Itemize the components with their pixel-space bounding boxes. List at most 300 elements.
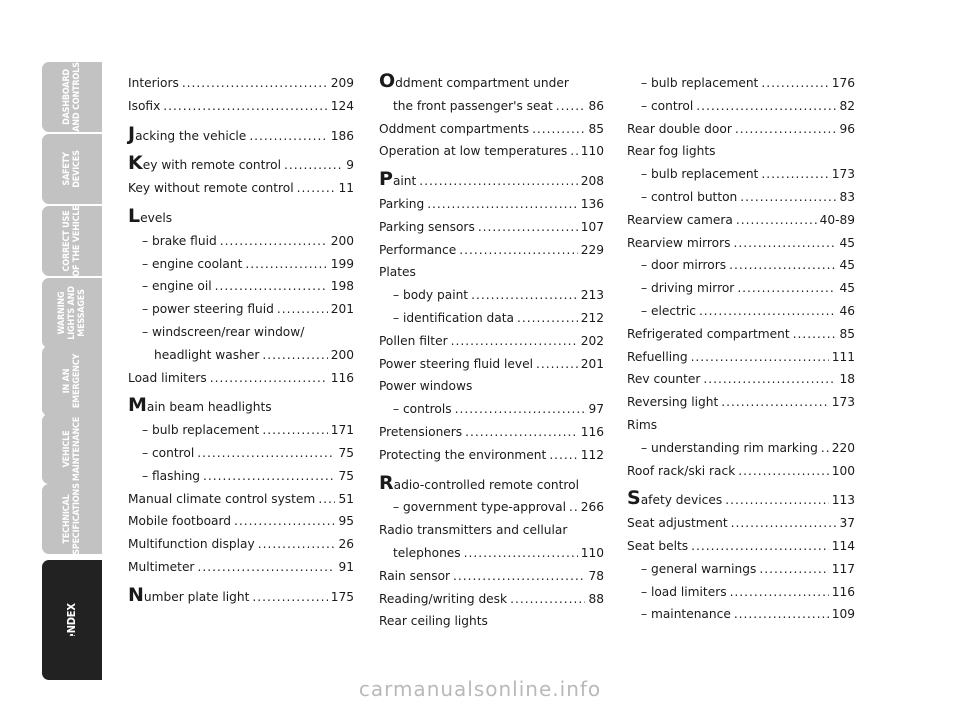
- entry-page: 9: [346, 158, 354, 173]
- index-entry: [128, 367, 354, 390]
- index-entry: [627, 95, 855, 118]
- entry-text: Plates: [379, 265, 416, 280]
- dot-leader: [197, 556, 335, 579]
- dot-leader: [730, 581, 829, 604]
- entry-page: 201: [580, 356, 604, 371]
- dot-leader: [549, 444, 577, 467]
- entry-text: adio-controlled remote control: [393, 477, 580, 492]
- entry-label: [142, 253, 242, 276]
- index-entry: [627, 277, 855, 300]
- entry-page: 173: [831, 395, 855, 410]
- index-entry: [379, 72, 604, 95]
- entry-label: [641, 277, 734, 300]
- index-entry: [379, 284, 604, 307]
- index-entry: [128, 583, 354, 609]
- dot-leader: [234, 510, 335, 533]
- entry-label: [379, 588, 507, 611]
- index-entry: [627, 72, 855, 95]
- entry-label: [379, 444, 546, 467]
- index-entry: [379, 375, 604, 398]
- entry-label: [627, 232, 730, 255]
- entry-label: [379, 239, 456, 262]
- entry-page: 202: [580, 333, 604, 348]
- entry-text: acking the vehicle: [135, 128, 247, 143]
- index-entry: [128, 177, 354, 200]
- entry-page: 200: [330, 347, 354, 362]
- index-entry: [379, 421, 604, 444]
- index-entry: [128, 275, 354, 298]
- index-entry: [379, 330, 604, 353]
- entry-page: 85: [588, 121, 604, 136]
- dot-leader: [245, 253, 327, 276]
- chapter-tab-dashboard-and-controls[interactable]: [42, 62, 102, 132]
- section-initial: P: [379, 168, 393, 191]
- entry-label: [128, 72, 179, 95]
- entry-page: 75: [338, 468, 354, 483]
- dot-leader: [696, 95, 836, 118]
- index-entry: [379, 519, 604, 542]
- dot-leader: [459, 239, 578, 262]
- dot-leader: [252, 586, 327, 609]
- entry-text: Rear fog lights: [627, 144, 716, 159]
- index-entry: [627, 346, 855, 369]
- index-entry: [379, 193, 604, 216]
- entry-text: – body paint: [393, 288, 469, 303]
- chapter-tab-vehicle-maintenance[interactable]: [42, 414, 102, 484]
- entry-page: 110: [580, 144, 604, 159]
- index-entry: [128, 154, 354, 177]
- entry-text: – engine coolant: [142, 256, 243, 271]
- entry-text: – engine oil: [142, 279, 212, 294]
- entry-text: Protecting the environment: [379, 447, 547, 462]
- entry-page: 200: [330, 233, 354, 248]
- entry-page: 116: [580, 424, 604, 439]
- entry-text: Pretensioners: [379, 424, 463, 439]
- section-initial: L: [128, 204, 141, 227]
- entry-label: [641, 581, 727, 604]
- entry-label: [142, 465, 200, 488]
- index-column-1: [128, 72, 354, 609]
- entry-label: [142, 321, 304, 344]
- entry-text: – bulb replacement: [142, 423, 260, 438]
- entry-label: [379, 471, 580, 497]
- entry-label: [142, 298, 274, 321]
- entry-label: [128, 95, 160, 118]
- entry-label: [154, 344, 259, 367]
- entry-label: [142, 275, 212, 298]
- entry-label: [393, 496, 566, 519]
- index-entry: [627, 323, 855, 346]
- dot-leader: [262, 419, 327, 442]
- index-entry: [379, 307, 604, 330]
- entry-text: ey with remote control: [142, 158, 282, 173]
- entry-label: [128, 122, 247, 148]
- index-entry: [379, 398, 604, 421]
- chapter-tab-label: VEHICLE MAINTENANCE: [62, 416, 82, 482]
- entry-page: 11: [338, 181, 354, 196]
- index-entry: [379, 140, 604, 163]
- entry-label: [393, 95, 553, 118]
- entry-text: – identification data: [393, 310, 514, 325]
- entry-label: [627, 414, 657, 437]
- entry-label: [641, 300, 696, 323]
- entry-text: Parking: [379, 196, 425, 211]
- entry-label: [627, 323, 790, 346]
- entry-label: [379, 375, 472, 398]
- index-entry: [128, 419, 354, 442]
- index-entry: [627, 140, 855, 163]
- dot-leader: [258, 533, 336, 556]
- entry-page: 212: [580, 310, 604, 325]
- entry-text: Manual climate control system: [128, 491, 316, 506]
- entry-text: Power steering fluid level: [379, 356, 533, 371]
- entry-label: [379, 72, 569, 95]
- index-entry: [379, 118, 604, 141]
- entry-label: [128, 533, 255, 556]
- index-entry: [379, 95, 604, 118]
- index-entry: [627, 512, 855, 535]
- entry-label: [641, 603, 731, 626]
- index-entry: [128, 321, 354, 344]
- index-entry: [128, 465, 354, 488]
- entry-page: 100: [831, 463, 855, 478]
- dot-leader: [738, 460, 828, 483]
- dot-leader: [725, 489, 829, 512]
- entry-page: 82: [839, 98, 855, 113]
- entry-page: 37: [839, 516, 855, 531]
- dot-leader: [277, 298, 328, 321]
- index-entry: [128, 204, 354, 230]
- index-entry: [379, 471, 604, 497]
- entry-text: Reading/writing desk: [379, 591, 508, 606]
- entry-label: [379, 565, 450, 588]
- dot-leader: [220, 230, 328, 253]
- index-entry: [627, 437, 855, 460]
- dot-leader: [210, 367, 328, 390]
- entry-text: Mobile footboard: [128, 514, 232, 529]
- dot-leader: [556, 95, 586, 118]
- chapter-tab-warning-lights-and-messages[interactable]: [42, 278, 102, 348]
- entry-page: 86: [588, 98, 604, 113]
- dot-leader: [691, 535, 829, 558]
- dot-leader: [733, 232, 836, 255]
- index-entry: [627, 163, 855, 186]
- entry-page: 110: [580, 545, 604, 560]
- dot-leader: [737, 277, 836, 300]
- chapter-tab-safety-devices[interactable]: [42, 134, 102, 204]
- entry-page: 45: [839, 281, 855, 296]
- entry-text: afety devices: [640, 493, 723, 508]
- entry-page: 111: [831, 349, 855, 364]
- entry-text: evels: [140, 210, 173, 225]
- entry-text: Pollen filter: [379, 333, 448, 348]
- entry-text: Refuelling: [627, 349, 688, 364]
- dot-leader: [761, 163, 828, 186]
- entry-text: – maintenance: [641, 607, 731, 622]
- section-initial: M: [128, 394, 147, 417]
- entry-text: – controls: [393, 402, 452, 417]
- entry-page: 18: [839, 372, 855, 387]
- entry-text: – brake fluid: [142, 233, 217, 248]
- index-entry: [128, 344, 354, 367]
- index-entry: [379, 542, 604, 565]
- entry-text: Rearview mirrors: [627, 235, 731, 250]
- entry-label: [641, 186, 737, 209]
- entry-text: Multimeter: [128, 559, 195, 574]
- entry-label: [627, 368, 700, 391]
- entry-label: [128, 154, 281, 177]
- entry-text: Performance: [379, 242, 457, 257]
- dot-leader: [297, 177, 336, 200]
- entry-page: 97: [588, 402, 604, 417]
- entry-label: [627, 460, 735, 483]
- index-entry: [627, 232, 855, 255]
- entry-text: Radio transmitters and cellular: [379, 523, 568, 538]
- entry-text: – government type-approval: [393, 500, 566, 515]
- entry-label: [128, 510, 231, 533]
- entry-text: Rear ceiling lights: [379, 614, 488, 629]
- entry-text: Seat belts: [627, 538, 689, 553]
- dot-leader: [734, 603, 829, 626]
- entry-label: [641, 163, 758, 186]
- entry-label: [393, 542, 461, 565]
- entry-page: 186: [330, 128, 354, 143]
- index-entry: [128, 122, 354, 148]
- entry-label: [379, 140, 567, 163]
- dot-leader: [465, 421, 578, 444]
- dot-leader: [721, 391, 829, 414]
- index-entry: [627, 254, 855, 277]
- page-number: 272: [48, 630, 84, 650]
- entry-text: – control: [641, 98, 694, 113]
- chapter-tab-label: CORRECT USE OF THE VEHICLE: [62, 205, 82, 277]
- chapter-tab-label: TECHNICAL SPECIFICATIONS: [62, 483, 82, 555]
- entry-page: 201: [330, 302, 354, 317]
- entry-text: telephones: [393, 545, 461, 560]
- entry-text: – door mirrors: [641, 258, 727, 273]
- dot-leader: [759, 558, 828, 581]
- index-entry: [379, 216, 604, 239]
- index-entry: [379, 565, 604, 588]
- entry-text: the front passenger's seat: [393, 98, 553, 113]
- dot-leader: [793, 323, 837, 346]
- index-entry: [627, 603, 855, 626]
- chapter-tab-label: SAFETY DEVICES: [62, 150, 82, 188]
- entry-page: 112: [580, 447, 604, 462]
- watermark: carmanualsonline.info: [358, 677, 602, 701]
- entry-text: – control button: [641, 189, 738, 204]
- entry-label: [627, 512, 728, 535]
- index-entry: [379, 353, 604, 376]
- section-initial: O: [379, 70, 396, 92]
- entry-label: [379, 170, 416, 193]
- entry-label: [627, 209, 733, 232]
- chapter-tab-index[interactable]: [42, 560, 102, 680]
- dot-leader: [455, 398, 586, 421]
- entry-page: 213: [580, 288, 604, 303]
- entry-page: 88: [588, 591, 604, 606]
- entry-text: – control: [142, 445, 195, 460]
- entry-label: [128, 367, 207, 390]
- index-entry: [379, 444, 604, 467]
- entry-page: 117: [831, 561, 855, 576]
- dot-leader: [510, 588, 585, 611]
- entry-page: 109: [831, 607, 855, 622]
- dot-leader: [729, 254, 836, 277]
- index-entry: [627, 558, 855, 581]
- entry-label: [128, 204, 173, 230]
- entry-page: 229: [580, 242, 604, 257]
- dot-leader: [249, 125, 327, 148]
- entry-text: Load limiters: [128, 370, 207, 385]
- entry-text: Rearview camera: [627, 212, 733, 227]
- entry-label: [641, 254, 726, 277]
- entry-label: [627, 535, 688, 558]
- entry-page: 199: [330, 256, 354, 271]
- dot-leader: [532, 118, 585, 141]
- entry-label: [379, 330, 448, 353]
- chapter-tab-in-an-emergency[interactable]: [42, 346, 102, 416]
- index-entry: [128, 510, 354, 533]
- entry-page: 107: [580, 219, 604, 234]
- dot-leader: [735, 118, 837, 141]
- entry-label: [379, 118, 529, 141]
- index-entry: [379, 496, 604, 519]
- dot-leader: [703, 368, 836, 391]
- entry-text: Isofix: [128, 98, 161, 113]
- index-entry: [128, 95, 354, 118]
- dot-leader: [163, 95, 327, 118]
- entry-text: ddment compartment under: [395, 76, 569, 90]
- entry-text: Multifunction display: [128, 537, 255, 552]
- dot-leader: [691, 346, 829, 369]
- entry-text: Roof rack/ski rack: [627, 463, 736, 478]
- chapter-tab-label: IN AN EMERGENCY: [62, 353, 82, 409]
- index-entry: [128, 253, 354, 276]
- index-entry: [627, 391, 855, 414]
- index-entry: [128, 396, 354, 419]
- entry-text: – bulb replacement: [641, 76, 759, 90]
- entry-label: [393, 307, 514, 330]
- entry-text: Refrigerated compartment: [627, 326, 790, 341]
- index-entry: [627, 414, 855, 437]
- entry-label: [128, 396, 272, 419]
- entry-page: 208: [580, 174, 604, 189]
- index-entry: [379, 610, 604, 633]
- index-entry: [379, 588, 604, 611]
- entry-page: 78: [588, 568, 604, 583]
- index-entry: [627, 489, 855, 512]
- entry-page: 113: [831, 493, 855, 508]
- entry-page: 175: [330, 589, 354, 604]
- chapter-tab-correct-use-of-the-vehicle[interactable]: [42, 206, 102, 276]
- entry-label: [641, 72, 758, 95]
- dot-leader: [262, 344, 327, 367]
- entry-text: Parking sensors: [379, 219, 475, 234]
- entry-label: [393, 398, 452, 421]
- entry-label: [627, 346, 688, 369]
- entry-text: Seat adjustment: [627, 516, 728, 531]
- dot-leader: [570, 140, 577, 163]
- entry-label: [128, 583, 250, 609]
- entry-text: – understanding rim marking: [641, 440, 818, 455]
- entry-text: – driving mirror: [641, 281, 735, 296]
- index-entry: [627, 300, 855, 323]
- entry-label: [627, 118, 732, 141]
- entry-text: Rims: [627, 417, 658, 432]
- entry-page: 266: [580, 500, 604, 515]
- entry-text: Rev counter: [627, 372, 701, 387]
- entry-text: ain beam headlights: [146, 400, 272, 415]
- entry-text: – windscreen/rear window/: [142, 324, 305, 339]
- index-column-3: [627, 72, 855, 626]
- index-entry: [128, 533, 354, 556]
- chapter-tab-label: INDEX: [65, 603, 78, 637]
- entry-page: 45: [839, 235, 855, 250]
- entry-label: [627, 489, 722, 512]
- dot-leader: [478, 216, 578, 239]
- entry-page: 26: [338, 537, 354, 552]
- dot-leader: [427, 193, 578, 216]
- dot-leader: [182, 72, 328, 95]
- entry-label: [128, 488, 315, 511]
- entry-page: 85: [839, 326, 855, 341]
- index-entry: [128, 556, 354, 579]
- entry-text: Key without remote control: [128, 181, 294, 196]
- entry-page: 40-89: [819, 212, 855, 227]
- dot-leader: [761, 72, 828, 95]
- index-entry: [128, 442, 354, 465]
- entry-text: Operation at low temperatures: [379, 144, 568, 159]
- chapter-tab-technical-specifications[interactable]: [42, 484, 102, 554]
- entry-page: 116: [330, 370, 354, 385]
- dot-leader: [536, 353, 578, 376]
- entry-page: 75: [338, 445, 354, 460]
- dot-leader: [471, 284, 578, 307]
- dot-leader: [464, 542, 578, 565]
- index-entry: [128, 298, 354, 321]
- entry-text: – general warnings: [641, 561, 757, 576]
- entry-page: 171: [330, 423, 354, 438]
- index-entry: [128, 230, 354, 253]
- dot-leader: [203, 465, 335, 488]
- index-entry: [627, 460, 855, 483]
- dot-leader: [699, 300, 837, 323]
- dot-leader: [736, 209, 817, 232]
- entry-page: 114: [831, 538, 855, 553]
- entry-text: Reversing light: [627, 395, 719, 410]
- section-initial: S: [627, 487, 641, 510]
- entry-page: 51: [338, 491, 354, 506]
- section-initial: R: [379, 471, 394, 494]
- index-entry: [128, 488, 354, 511]
- chapter-tab-label: DASHBOARD AND CONTROLS: [62, 62, 82, 132]
- entry-page: 176: [831, 76, 855, 90]
- entry-page: 96: [839, 121, 855, 136]
- dot-leader: [284, 154, 343, 177]
- entry-text: umber plate light: [143, 589, 250, 604]
- entry-page: 83: [839, 189, 855, 204]
- dot-leader: [569, 496, 578, 519]
- entry-page: 46: [839, 303, 855, 318]
- entry-text: Power windows: [379, 379, 473, 394]
- index-entry: [379, 170, 604, 193]
- index-entry: [627, 535, 855, 558]
- index-entry: [627, 368, 855, 391]
- index-entry: [379, 239, 604, 262]
- index-entry: [627, 186, 855, 209]
- dot-leader: [731, 512, 837, 535]
